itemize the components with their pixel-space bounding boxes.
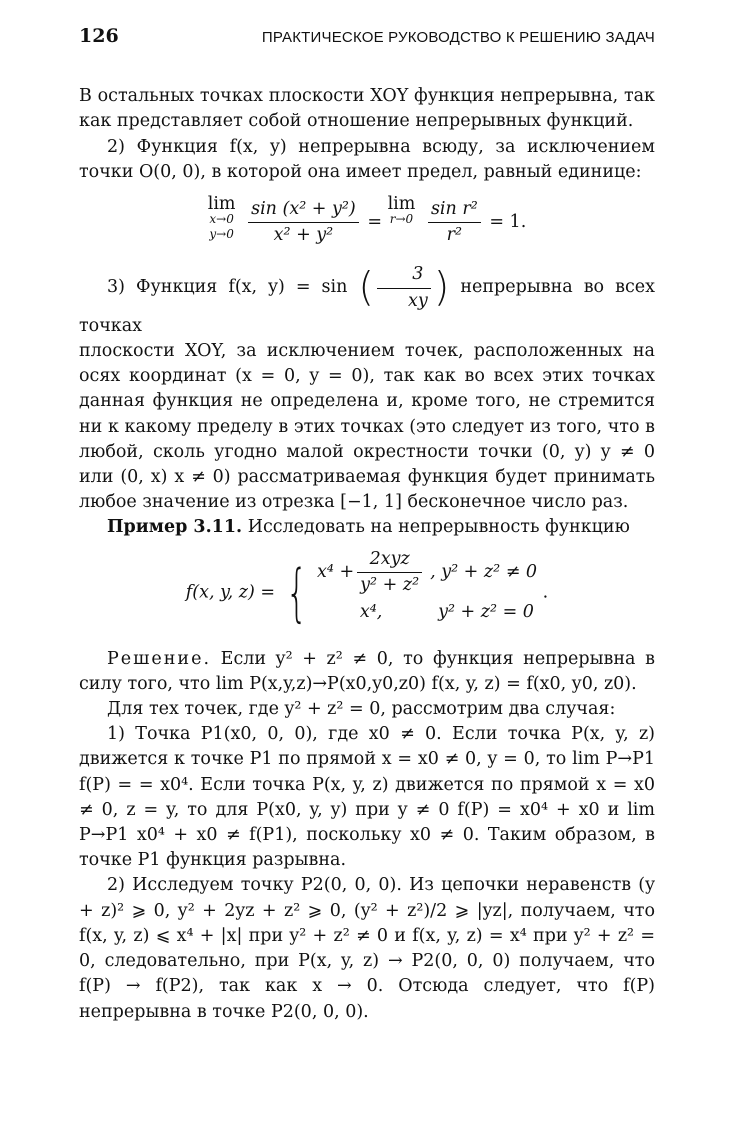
page <box>79 24 655 1025</box>
paragraph-case-1: 1) Точка P1(x0, 0, 0), где x0 ≠ 0. Если точка P(x, y, z) движется к точке P1 по прямой x = x0 ≠ 0, y = 0, то lim P→P1 f(P) = = x0⁴. Если точка P(x, y, z) движется по прямой x = x0 ≠ 0, z = y, то для P(x0, y, y) при y ≠ 0 f(P) = x0⁴ + x0 и lim P→P1 x0⁴ + x0 ≠ f(P1), поскольку x0 ≠ 0. Таким образом, в точке P1 функция разрывна. <box>79 724 655 871</box>
paragraph-item-3: плоскости XOY, за исключением точек, расположенных на осях координат (x = 0, y = 0), так как во всех этих точках данная функция не определена и, кроме того, не стремится ни к какому пределу в этих точках (это следует из того, что в любой, сколь угодно малой окрестности точки (0, y) y ≠ 0 или (0, x) x ≠ 0) рассматриваемая функция будет принимать любое значение из отрезка [−1, 1] бесконечное число раз. <box>79 341 655 513</box>
paragraph-item-2: 2) Функция f(x, y) непрерывна всюду, за исключением точки O(0, 0), в которой она имеет предел, равный единице: <box>79 136 655 182</box>
limit-operator: lim x→0 y→0 <box>207 194 236 242</box>
paragraph-item-3-lead: 3) Функция f(x, y) = sin ( $\frac{3}{xy}$ ) непрерывна во всех точках <box>79 264 655 336</box>
page-header <box>79 24 655 50</box>
paragraph-cases-intro: Для тех точек, где y² + z² = 0, рассмотрим два случая: <box>107 699 616 720</box>
fraction: $\frac{\text{sin (x² + y²)}}{\text{x² + y²}}$ <box>248 197 359 248</box>
solution-paragraph: Решение. Если y² + z² ≠ 0, то функция непрерывна в силу того, что lim P(x,y,z)→P(x0,y0,z0) f(x, y, z) = f(x0, y0, z0). <box>79 648 655 694</box>
paragraph-case-2: 2) Исследуем точку P2(0, 0, 0). Из цепочки неравенств (y + z)² ⩾ 0, y² + 2yz + z² ⩾ 0, (y² + z²)/2 ⩾ |yz|, получаем, что f(x, y, z) ⩽ x⁴ + |x| при y² + z² ≠ 0 и f(x, y, z) = x⁴ при y² + z² = 0, следовательно, при P(x, y, z) → P2(0, 0, 0) получаем, что f(P) → f(P2), так как x → 0. Отсюда следует, что f(P) непрерывна в точке P2(0, 0, 0). <box>79 875 655 1022</box>
limit-operator-r: lim r→0 <box>387 194 416 227</box>
running-title: ПРАКТИЧЕСКОЕ РУКОВОДСТВО К РЕШЕНИЮ ЗАДАЧ <box>261 29 655 46</box>
paragraph-continuation: В остальных точках плоскости XOY функция непрерывна, так как представляет собой отношение непрерывных функций. <box>79 86 655 132</box>
formula-piecewise: f(x, y, z) = { x⁴ + $\frac{\text{2xyz}}{\text{y² + z²}}$ , y² + z² ≠ 0 x⁴, y² + z² = 0 . <box>79 553 655 633</box>
page-number: 126 <box>79 25 119 47</box>
fraction-3-over-xy: $\frac{3}{xy}$ <box>377 262 431 313</box>
fraction-r: $\frac{\text{sin r²}}{\text{r²}}$ <box>428 197 481 248</box>
example-heading: Пример 3.11. Исследовать на непрерывность функцию <box>107 517 630 538</box>
cases: { x⁴ + $\frac{\text{2xyz}}{\text{y² + z²}}$ , y² + z² ≠ 0 x⁴, y² + z² = 0 <box>285 548 538 629</box>
formula-limit: lim x→0 y→0 $\frac{\text{sin (x² + y²)}}{\text{x² + y²}}$ = lim r→0 $\frac{\text{sin r²}}{\text{r²}}$ = 1. <box>79 197 655 248</box>
